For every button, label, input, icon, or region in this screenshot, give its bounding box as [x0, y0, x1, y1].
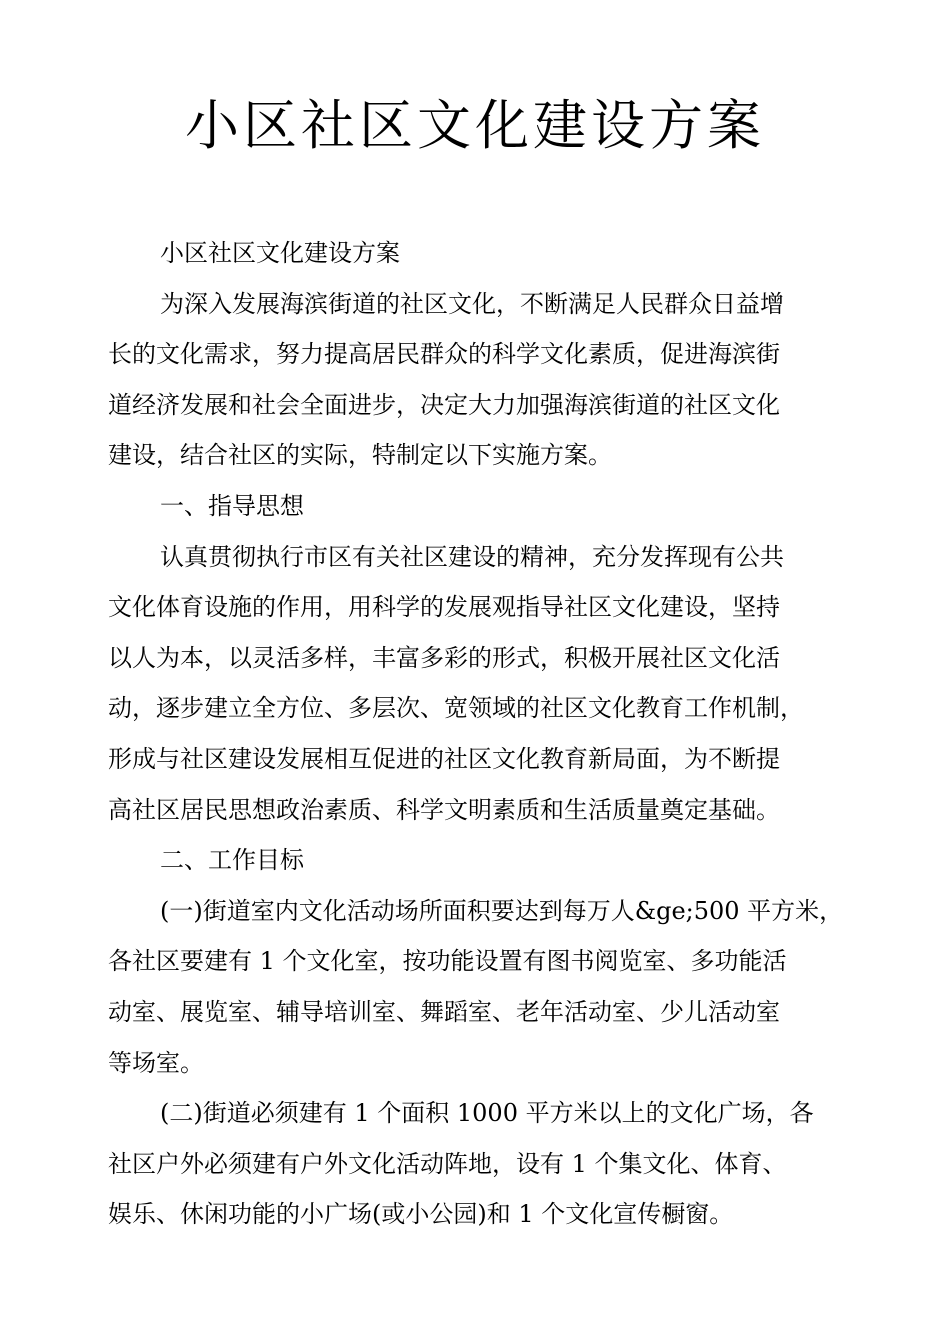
- text-line: 动室、展览室、辅导培训室、舞蹈室、老年活动室、少儿活动室: [108, 997, 780, 1026]
- text-line: (一)街道室内文化活动场所面积要达到每万人&ge;500 平方米，: [160, 896, 844, 925]
- text-line: 一、指导思想: [160, 491, 304, 520]
- text-line: 社区户外必须建有户外文化活动阵地，设有 1 个集文化、体育、: [108, 1149, 787, 1178]
- text-line: 以人为本，以灵活多样，丰富多彩的形式，积极开展社区文化活: [108, 643, 780, 672]
- text-line: 长的文化需求，努力提高居民群众的科学文化素质，促进海滨街: [108, 340, 780, 369]
- text-line: 为深入发展海滨街道的社区文化，不断满足人民群众日益增: [160, 289, 784, 318]
- text-line: 等场室。: [108, 1048, 204, 1077]
- text-line: 小区社区文化建设方案: [160, 239, 400, 267]
- document-title: 小区社区文化建设方案: [185, 94, 765, 157]
- text-line: 形成与社区建设发展相互促进的社区文化教育新局面，为不断提: [108, 744, 780, 773]
- text-line: 动，逐步建立全方位、多层次、宽领域的社区文化教育工作机制，: [108, 694, 804, 723]
- text-line: 认真贯彻执行市区有关社区建设的精神，充分发挥现有公共: [160, 542, 784, 571]
- text-line: 二、工作目标: [160, 846, 304, 875]
- text-line: (二)街道必须建有 1 个面积 1000 平方米以上的文化广场，各: [160, 1099, 814, 1128]
- text-line: 各社区要建有 1 个文化室，按功能设置有图书阅览室、多功能活: [108, 947, 787, 976]
- text-line: 高社区居民思想政治素质、科学文明素质和生活质量奠定基础。: [108, 795, 780, 824]
- text-line: 文化体育设施的作用，用科学的发展观指导社区文化建设，坚持: [108, 593, 780, 622]
- text-line: 建设，结合社区的实际，特制定以下实施方案。: [108, 441, 612, 470]
- text-line: 娱乐、休闲功能的小广场(或小公园)和 1 个文化宣传橱窗。: [108, 1200, 734, 1229]
- document-body: [108, 228, 868, 1240]
- text-line: 道经济发展和社会全面进步，决定大力加强海滨街道的社区文化: [108, 390, 780, 419]
